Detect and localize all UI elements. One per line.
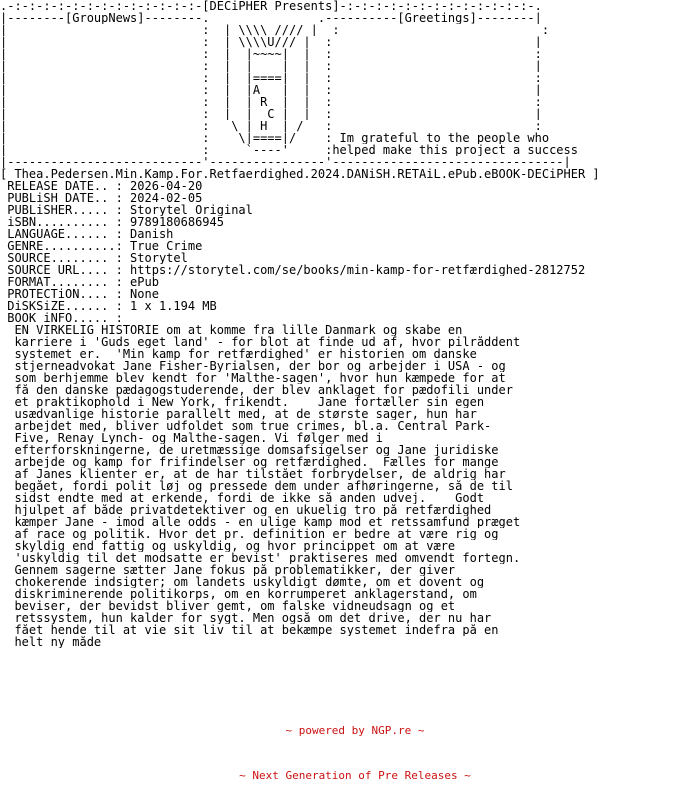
banner-line: | : | |~~~~| | : : [0, 48, 542, 60]
info-line: PROTECTiON.... : None [0, 288, 159, 300]
banner-line: | : | | | | : | [0, 60, 542, 72]
description-line: skyldig end fattig og uskyldig, og hvor princippet om at være [0, 540, 456, 552]
banner-line: |---------------------------'----------------'--------------------------------| [0, 156, 571, 168]
banner-line: | : \ | H | / : : [0, 120, 542, 132]
info-line: RELEASE DATE.. : 2026-04-20 [0, 180, 203, 192]
banner-line: | : | \\\\U/// | : | [0, 36, 542, 48]
description-line: beviser, der bevidst bliver gemt, om falske vidneudsagn og et [0, 600, 456, 612]
banner-line: | : | | C | | : | [0, 108, 542, 120]
release-info [0, 180, 680, 324]
description-line: retssystem, hun kalder for sygt. Men også om det drive, der nu har [0, 612, 492, 624]
description-line: Five, Renay Lynch- og Malthe-sagen. Vi følger med i [0, 432, 383, 444]
banner-line: | : \|====|/ : Im grateful to the people who [0, 132, 550, 144]
info-line: PUBLiSH DATE.. : 2024-02-05 [0, 192, 203, 204]
description-line: helt ny måde [0, 636, 102, 648]
description-line: hjulpet af både privatdetektiver og en ukuelig tro på retfærdighed [0, 504, 492, 516]
description-line: af race og politik. Hvor det pr. definition er bedre at være rig og [0, 528, 499, 540]
info-line: GENRE..........: True Crime [0, 240, 203, 252]
description-line: begået, fordi polit løj og pressede dem under afhøringerne, så de til [0, 480, 513, 492]
description-line: arbejde og kamp for frifindelser og retfærdighed. Fælles for mange [0, 456, 499, 468]
description-line: efterforskningerne, de uretmæssige domsafsigelser og Jane juridiske [0, 444, 499, 456]
description-line: af Janes klienter er, at de har tilstået forbrydelser, de aldrig har [0, 468, 506, 480]
info-line: DiSKSiZE...... : 1 x 1.194 MB [0, 300, 217, 312]
release-name: [ Thea.Pedersen.Min.Kamp.For.Retfaerdighed.2024.DANiSH.RETAiL.ePub.eBOOK-DECiPHER ] [0, 168, 600, 180]
info-line: BOOK iNFO..... : [0, 312, 123, 324]
banner-line: .-:-:-:-:-:-:-:-:-:-:-:-:-:-[DECiPHER Presents]-:-:-:-:-:-:-:-:-:-:-:-:-:-. [0, 0, 542, 12]
info-line: LANGUAGE...... : Danish [0, 228, 174, 240]
description-line: sidst endte med at erkende, fordi de ikke så anden udvej. Godt [0, 492, 485, 504]
banner-line: | : | |A | | : | [0, 84, 542, 96]
description-line: kæmper Jane - imod alle odds - en ulige kamp mod et retssamfund præget [0, 516, 521, 528]
description-line: fået hende til at vie sit liv til at bekæmpe systemet indefra på en [0, 624, 499, 636]
banner-line: | : | |====| | : : [0, 72, 542, 84]
description-line: karriere i 'Guds eget land' - for blot at finde ud af, hvor pilråddent [0, 336, 521, 348]
banner-line: |--------[GroupNews]--------. _ _ .----------[Greetings]--------| [0, 12, 542, 24]
description-line: få den danske pædagogstuderende, der blev anklaget for pædofili under [0, 384, 513, 396]
ascii-banner [0, 0, 680, 168]
description-line: Gennem sagerne sætter Jane fokus på problematikker, der giver [0, 564, 456, 576]
footer [0, 693, 680, 798]
description-line: 'uskyldig til det modsatte er bevist' praktiseres med omvendt fortegn. [0, 552, 521, 564]
description-line: diskriminerende politikorps, om en korrumperet anklagerstand, om [0, 588, 477, 600]
description-line: som berhjemme blev kendt for 'Malthe-sagen', hvor hun kæmpede for at [0, 372, 506, 384]
description-line: arbejdet med, bliver udfoldet som true crimes, bl.a. Central Park- [0, 420, 492, 432]
info-line: SOURCE URL.... : https://storytel.com/se/books/min-kamp-for-retfærdighed-2812752 [0, 264, 586, 276]
footer-powered-by: ~ powered by NGP.re ~ [285, 724, 425, 737]
description-line: usædvanlige historie parallelt med, at de største sager, hun har [0, 408, 477, 420]
info-line: SOURCE........ : Storytel [0, 252, 188, 264]
info-line: FORMAT........ : ePub [0, 276, 159, 288]
banner-line: | : | | R | | : : [0, 96, 542, 108]
info-line: iSBN.......... : 9789180686945 [0, 216, 224, 228]
banner-line: | : | \\\\ //// | : : [0, 24, 550, 36]
description-line: stjerneadvokat Jane Fisher-Byrialsen, der bor og arbejder i USA - og [0, 360, 506, 372]
description-line: EN VIRKELIG HISTORIE om at komme fra lille Danmark og skabe en [0, 324, 463, 336]
footer-tagline: ~ Next Generation of Pre Releases ~ [239, 769, 471, 782]
description-line: systemet er. 'Min kamp for retfærdighed' er historien om danske [0, 348, 477, 360]
book-description [0, 324, 680, 648]
banner-line: | : `----' :helped make this project a success [0, 144, 578, 156]
description-line: chokerende indsigter; om landets uskyldigt dømte, om et dovent og [0, 576, 485, 588]
description-line: et praktikophold i New York, frikendt. Jane fortæller sin egen [0, 396, 485, 408]
info-line: PUBLiSHER..... : Storytel Original [0, 204, 253, 216]
